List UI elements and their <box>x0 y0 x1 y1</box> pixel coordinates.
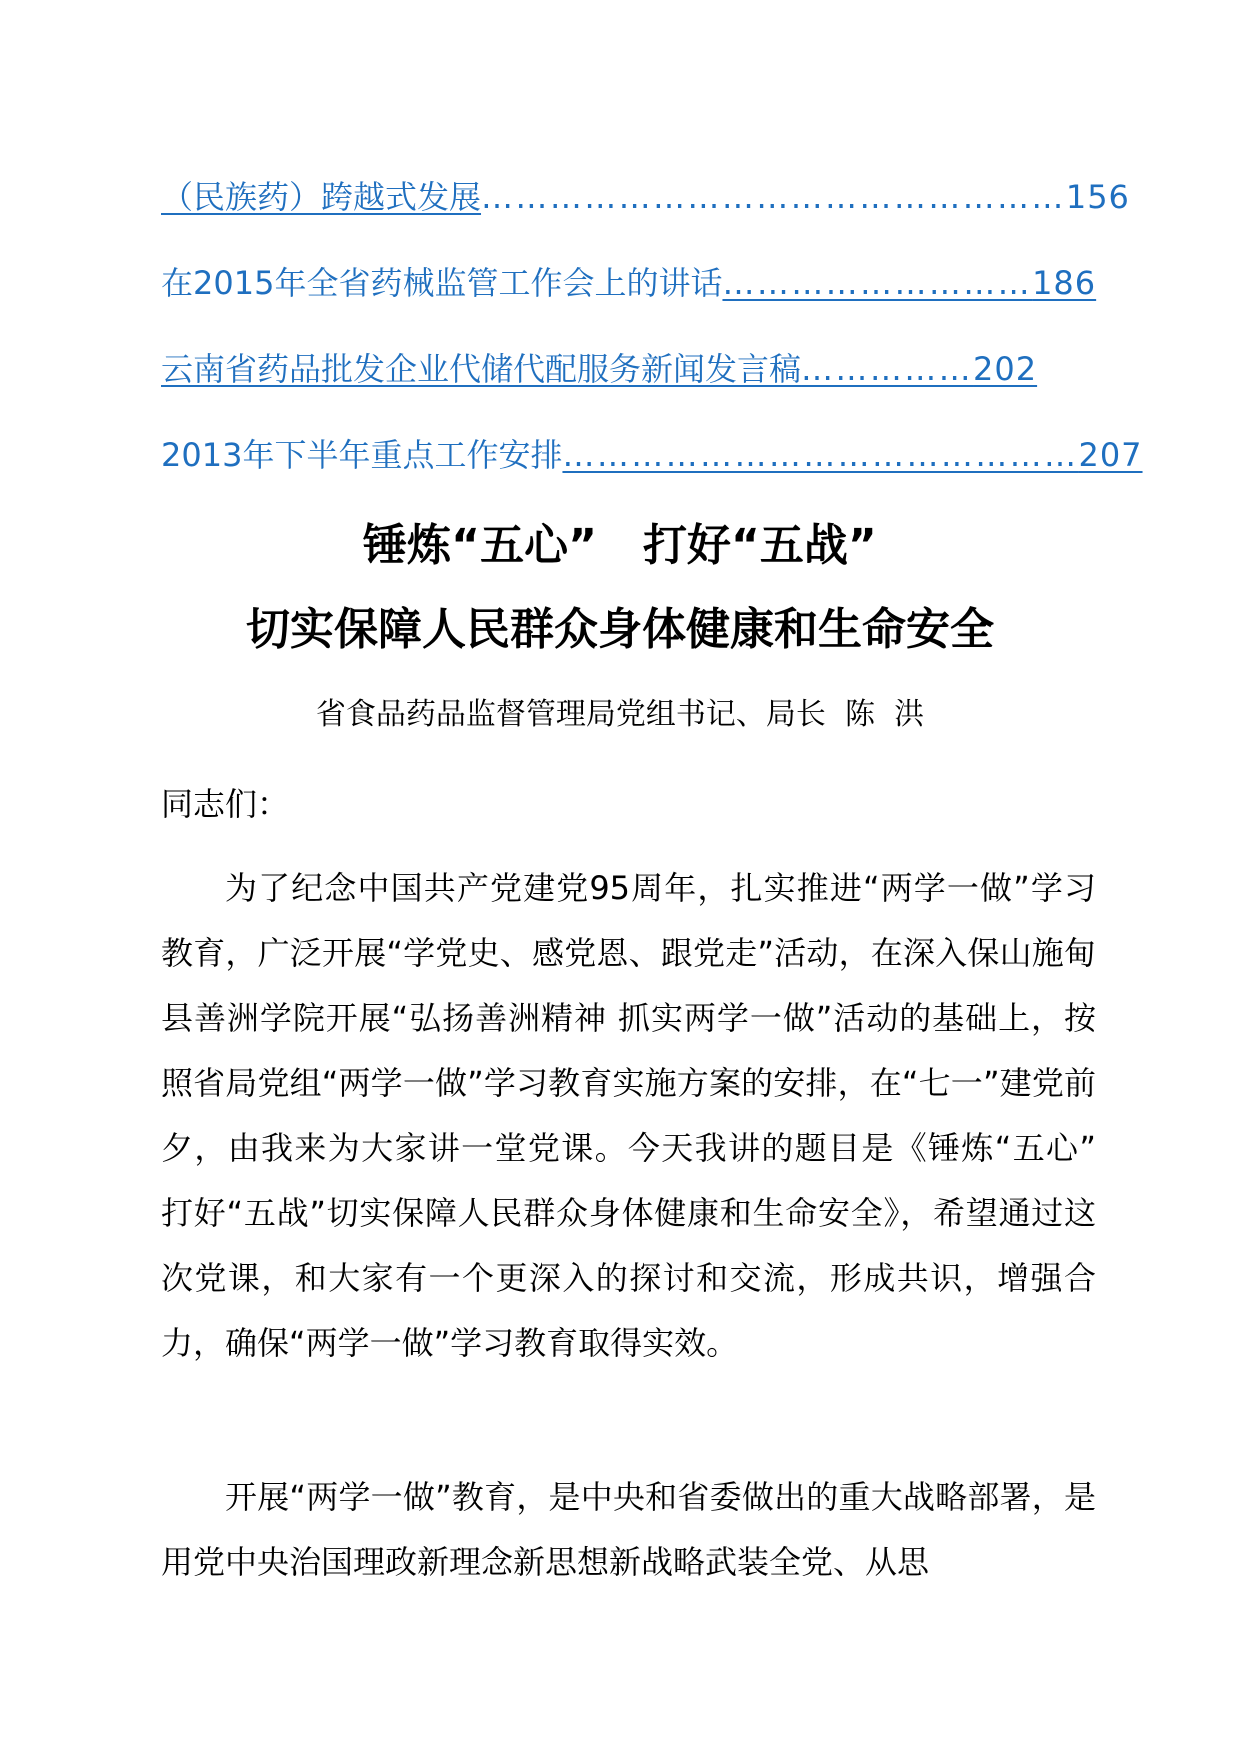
toc-entry[interactable] <box>161 254 1097 340</box>
toc-entry-leader: ……………………………………… <box>562 436 1079 474</box>
toc-entry-leader: …………………………………………… <box>481 178 1066 216</box>
toc-entry-page-number[interactable]: 156 <box>1065 178 1130 216</box>
toc-entry-title[interactable]: 2013年下半年重点工作安排 <box>161 436 563 474</box>
body-paragraph: 为了纪念中国共产党建党95周年，扎实推进“两学一做”学习教育，广泛开展“学党史、感党恩、跟党走”活动，在深入保山施甸县善洲学院开展“弘扬善洲精神 抓实两学一做”活动的基础上，按照省局党组“两学一做”学习教育实施方案的安排，在“七一”建党前夕，由我来为大家讲一堂党课。今天我讲的题目是《锤炼“五心” 打好“五战”切实保障人民群众身体健康和生命安全》，希望通过这次党课，和大家有一个更深入的探讨和交流，形成共识，增强合力，确保“两学一做”学习教育取得实效。 <box>161 869 1096 1362</box>
article-title-line-1: 锤炼“五心” 打好“五战” <box>363 520 877 571</box>
toc-entry-title[interactable]: 云南省药品批发企业代储代配服务新闻发言稿 <box>161 350 802 388</box>
toc-entry[interactable] <box>161 426 1143 512</box>
toc-entry-page-number[interactable]: 186 <box>1032 264 1097 302</box>
toc-entry[interactable] <box>161 340 1038 426</box>
table-of-contents <box>161 168 1143 512</box>
toc-entry-leader: ……………………… <box>722 264 1033 302</box>
toc-entry-title[interactable]: 在2015年全省药械监管工作会上的讲话 <box>161 264 723 302</box>
article-title-line-2: 切实保障人民群众身体健康和生命安全 <box>246 604 994 655</box>
toc-entry-title[interactable]: （民族药）跨越式发展 <box>161 178 482 216</box>
toc-entry-leader: …………… <box>801 350 974 388</box>
toc-entry-page-number[interactable]: 207 <box>1078 436 1143 474</box>
body-paragraph: 开展“两学一做”教育，是中央和省委做出的重大战略部署，是用党中央治国理政新理念新思想新战略武装全党、从思 <box>161 1478 1096 1581</box>
salutation: 同志们： <box>161 785 290 823</box>
toc-entry[interactable] <box>161 168 1130 254</box>
author-byline: 省食品药品监督管理局党组书记、局长 陈 洪 <box>315 697 925 732</box>
toc-entry-page-number[interactable]: 202 <box>973 350 1038 388</box>
